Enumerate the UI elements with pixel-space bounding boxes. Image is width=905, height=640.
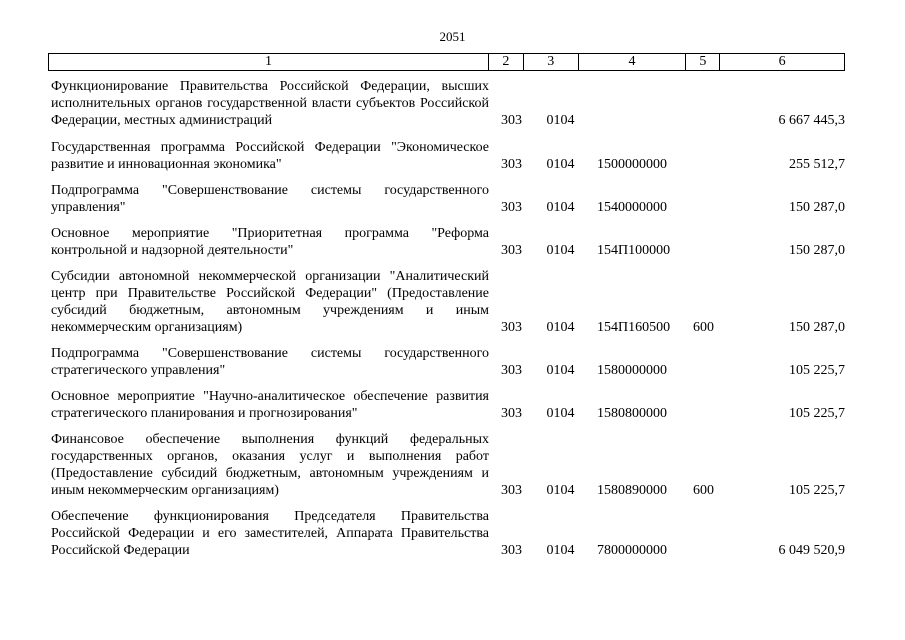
header-col-4: 4 [579,54,687,70]
row-description: Финансовое обеспечение выполнения функций федеральных государственных органов, оказания услуг и выполнения работ (Предоставление субсидий бюджетным, автономным учреждениям и иным некоммерческим организациям) [51,432,489,498]
row-ministry: 303 [501,113,522,128]
table-header [48,53,845,71]
table-row [48,225,845,259]
table-row [48,508,845,559]
row-ministry: 303 [501,363,522,378]
row-description: Государственная программа Российской Федерации "Экономическое развитие и инновационная экономика" [51,140,489,172]
header-col-5: 5 [686,54,720,70]
row-target: 1500000000 [597,157,667,172]
row-target: 1580890000 [597,483,667,498]
table-row [48,345,845,379]
table-row [48,268,845,336]
row-description: Подпрограмма "Совершенствование системы государственного стратегического управления" [51,346,489,378]
row-amount: 105 225,7 [789,363,845,378]
row-section: 0104 [546,243,575,258]
row-section: 0104 [546,543,575,558]
row-description: Субсидии автономной некоммерческой организации "Аналитический центр при Правительстве Российской Федерации" (Предоставление субсидий бюджетным, автономным учреждениям и иным некоммерческим организациям) [51,269,489,335]
row-vr: 600 [693,483,714,498]
table-row [48,78,845,129]
row-description: Основное мероприятие "Научно-аналитическое обеспечение развития стратегического планирования и прогнозирования" [51,389,489,421]
row-section: 0104 [546,320,575,335]
table-body [48,78,845,559]
row-description: Подпрограмма "Совершенствование системы государственного управления" [51,183,489,215]
row-amount: 255 512,7 [789,157,845,172]
header-col-1: 1 [49,54,489,70]
row-target: 154П100000 [597,243,671,258]
row-section: 0104 [546,113,575,128]
row-section: 0104 [546,200,575,215]
header-col-2: 2 [489,54,524,70]
page-number: 2051 [439,29,466,44]
row-section: 0104 [546,157,575,172]
row-amount: 105 225,7 [789,406,845,421]
row-description: Основное мероприятие "Приоритетная программа "Реформа контрольной и надзорной деятельности" [51,226,489,258]
row-amount: 105 225,7 [789,483,845,498]
row-vr: 600 [693,320,714,335]
row-section: 0104 [546,483,575,498]
row-description: Функционирование Правительства Российской Федерации, высших исполнительных органов государственной власти субъектов Российской Федерации, местных администраций [51,79,489,128]
row-ministry: 303 [501,320,522,335]
row-amount: 150 287,0 [789,243,845,258]
header-col-6: 6 [778,54,786,69]
row-ministry: 303 [501,243,522,258]
row-amount: 150 287,0 [789,200,845,215]
row-ministry: 303 [501,406,522,421]
table-row [48,388,845,422]
row-section: 0104 [546,406,575,421]
header-col-3: 3 [524,54,579,70]
row-target: 7800000000 [597,543,667,558]
row-target: 1580000000 [597,363,667,378]
row-target: 1580800000 [597,406,667,421]
table-row [48,139,845,173]
row-ministry: 303 [501,543,522,558]
row-target: 154П160500 [597,320,671,335]
row-amount: 150 287,0 [789,320,845,335]
row-amount: 6 667 445,3 [778,113,845,128]
row-amount: 6 049 520,9 [778,543,845,558]
row-description: Обеспечение функционирования Председателя Правительства Российской Федерации и его заместителей, Аппарата Правительства Российской Федерации [51,509,489,558]
row-target: 1540000000 [597,200,667,215]
row-ministry: 303 [501,157,522,172]
row-ministry: 303 [501,483,522,498]
table-row [48,431,845,499]
table-row [48,182,845,216]
row-ministry: 303 [501,200,522,215]
row-section: 0104 [546,363,575,378]
